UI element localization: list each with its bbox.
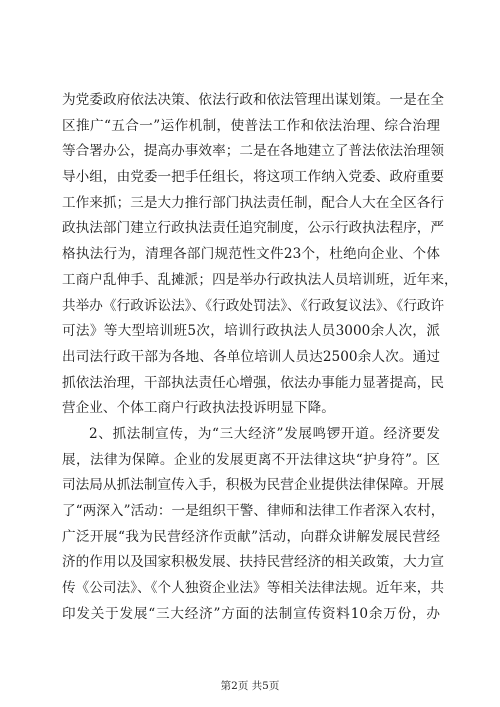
text-line: 格执法行为，清理各部门规范性文件23个，杜绝向企业、个体 bbox=[62, 246, 440, 263]
text-line: 区推广“五合一”运作机制，使普法工作和依法治理、综合治理 bbox=[62, 117, 440, 134]
text-line: 共举办《行政诉讼法》、《行政处罚法》、《行政复议法》、《行政许 bbox=[62, 297, 445, 314]
text-line: 导小组，由党委一把手任组长，将这项工作纳入党委、政府重要 bbox=[62, 169, 445, 186]
text-line: 传《公司法》、《个人独资企业法》等相关法律法规。近年来，共 bbox=[62, 580, 445, 597]
text-line: 可法》等大型培训班5次，培训行政执法人员3000余人次，派 bbox=[62, 323, 440, 340]
text-line: 出司法行政干部为各地、各单位培训人员达2500余人次。通过 bbox=[62, 348, 440, 365]
text-line: 抓依法治理，干部执法责任心增强，依法办事能力显著提高，民 bbox=[62, 374, 445, 391]
paragraph-start-line: 2、抓法制宣传，为“三大经济”发展鸣锣开道。经济要发 bbox=[89, 425, 440, 442]
text-line: 政执法部门建立行政执法责任追究制度，公示行政执法程序，严 bbox=[62, 220, 445, 237]
text-line: 等合署办公，提高办事效率；二是在各地建立了普法依法治理领 bbox=[62, 143, 445, 160]
text-line: 展，法律为保障。企业的发展更离不开法律这块“护身符”。区 bbox=[62, 451, 440, 468]
body-text bbox=[62, 88, 458, 627]
text-line: 司法局从抓法制宣传入手，积极为民营企业提供法律保障。开展 bbox=[62, 477, 445, 494]
text-line: 印发关于发展“三大经济”方面的法制宣传资料10余万份，办 bbox=[62, 605, 440, 622]
text-line: 了“两深入”活动：一是组织干警、律师和法律工作者深入农村， bbox=[62, 503, 445, 519]
paragraph-end-line: 营企业、个体工商户行政执法投诉明显下降。 bbox=[62, 400, 335, 417]
text-line: 工作来抓；三是大力推行部门执法责任制，配合人大在全区各行 bbox=[62, 194, 445, 211]
text-line: 济的作用以及国家积极发展、扶持民营经济的相关政策，大力宣 bbox=[62, 554, 445, 571]
text-line: 广泛开展“我为民营经济作贡献”活动，向群众讲解发展民营经 bbox=[62, 528, 440, 545]
text-line: 工商户乱伸手、乱摊派；四是举办行政执法人员培训班，近年来， bbox=[62, 271, 458, 288]
page-footer: 第2页 共5页 bbox=[220, 680, 280, 692]
text-line: 为党委政府依法决策、依法行政和依法管理出谋划策。一是在全 bbox=[62, 92, 445, 108]
